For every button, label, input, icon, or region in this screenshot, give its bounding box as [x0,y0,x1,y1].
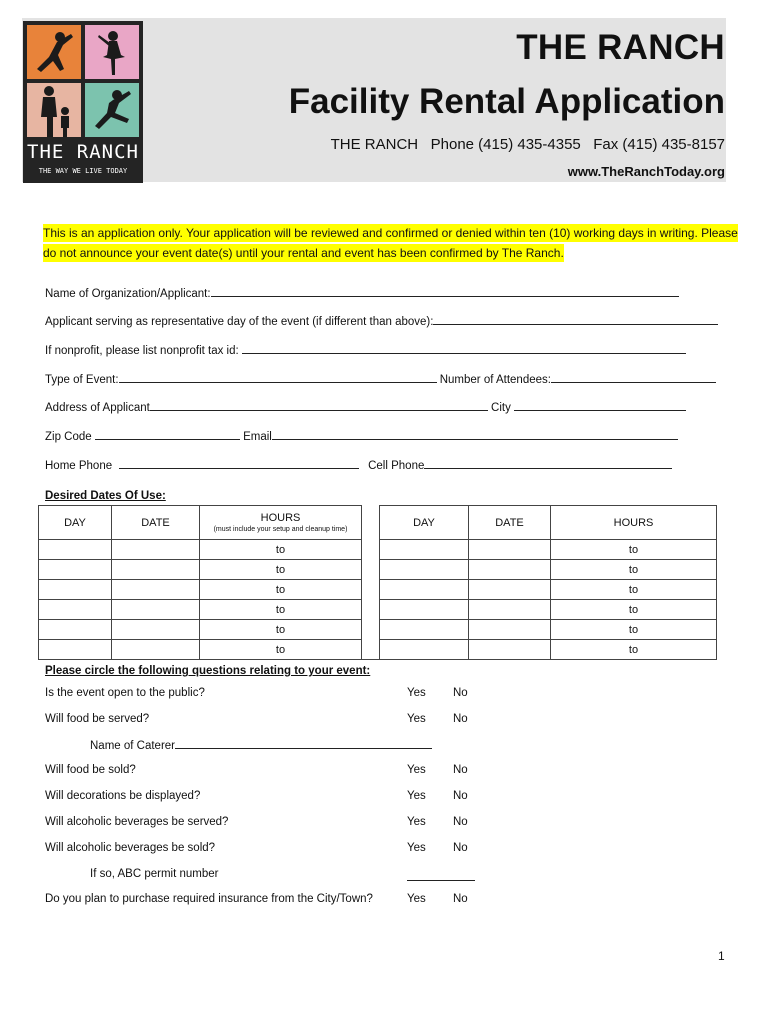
day-cell[interactable] [39,620,112,640]
abc-permit-input[interactable] [407,868,475,881]
date-cell[interactable] [112,600,200,620]
date-cell[interactable] [469,640,551,660]
logo-tile-peach [27,83,81,137]
day-cell[interactable] [39,640,112,660]
day-cell[interactable] [39,540,112,560]
attendees-input[interactable] [551,372,716,383]
logo-name: THE RANCH [27,141,139,163]
day-cell[interactable] [380,640,469,660]
hours-cell[interactable]: to [200,640,362,660]
phone-field [45,458,672,472]
email-label: Email [243,431,272,443]
no-option[interactable]: No [453,893,468,905]
date-cell[interactable] [112,560,200,580]
col-hours-2: HOURS [551,506,717,540]
page-title: THE RANCH [516,28,725,67]
yes-option[interactable]: Yes [407,687,426,699]
zip-input[interactable] [95,429,240,440]
city-label: City [491,402,511,414]
logo-tile-pink [85,25,139,79]
date-cell[interactable] [469,620,551,640]
table-gap [362,620,380,640]
caterer-field [90,738,432,752]
tennis-player-icon [27,25,81,79]
questions-label: Please circle the following questions relating to your event: [45,665,371,677]
organization-label: Name of Organization/Applicant: [45,288,211,300]
desired-dates-label: Desired Dates Of Use: [45,490,166,502]
date-cell[interactable] [469,580,551,600]
address-input[interactable] [150,400,488,411]
address-label: Address of Applicant [45,402,150,414]
no-option[interactable]: No [453,764,468,776]
no-option[interactable]: No [453,842,468,854]
zip-email-field [45,429,678,443]
question-open-public: Is the event open to the public? [45,687,205,699]
yes-option[interactable]: Yes [407,842,426,854]
hours-cell[interactable]: to [551,580,717,600]
day-cell[interactable] [380,620,469,640]
city-input[interactable] [514,400,686,411]
table-row [39,600,717,620]
table-gap [362,640,380,660]
col-date-2: DATE [469,506,551,540]
cell-phone-input[interactable] [424,458,672,469]
hours-cell[interactable]: to [200,560,362,580]
day-cell[interactable] [380,560,469,580]
date-cell[interactable] [469,540,551,560]
question-decorations: Will decorations be displayed? [45,790,201,802]
date-cell[interactable] [112,640,200,660]
table-gap [362,560,380,580]
abc-permit-label: If so, ABC permit number [90,868,219,880]
table-row [39,640,717,660]
day-cell[interactable] [380,580,469,600]
hours-cell[interactable]: to [200,580,362,600]
hours-note: (must include your setup and cleanup time) [213,526,348,533]
organization-input[interactable] [211,286,679,297]
table-gap [362,506,380,540]
table-row [39,560,717,580]
col-hours [200,506,362,540]
home-phone-label: Home Phone [45,460,113,472]
yes-option[interactable]: Yes [407,816,426,828]
logo-tile-orange [27,25,81,79]
hours-cell[interactable]: to [551,640,717,660]
dancer-icon [85,25,139,79]
logo-tagline: THE WAY WE LIVE TODAY [38,167,128,175]
event-type-field [45,372,716,386]
table-gap [362,540,380,560]
question-alcohol-served: Will alcoholic beverages be served? [45,816,229,828]
nonprofit-input[interactable] [242,343,686,354]
hours-cell[interactable]: to [200,600,362,620]
no-option[interactable]: No [453,790,468,802]
event-type-input[interactable] [119,372,437,383]
col-hours-label: HOURS [260,512,301,524]
date-cell[interactable] [469,560,551,580]
hours-cell[interactable]: to [551,560,717,580]
day-cell[interactable] [380,540,469,560]
yes-option[interactable]: Yes [407,764,426,776]
hours-cell[interactable]: to [551,600,717,620]
zip-label: Zip Code [45,431,92,443]
table-header-row [39,506,717,540]
nonprofit-field [45,343,686,357]
day-cell[interactable] [39,560,112,580]
table-gap [362,600,380,620]
representative-input[interactable] [433,314,718,325]
no-option[interactable]: No [453,816,468,828]
event-type-label: Type of Event: [45,374,119,386]
page-subtitle: Facility Rental Application [288,82,725,121]
page-number: 1 [718,949,725,963]
question-food-served: Will food be served? [45,713,150,725]
date-cell[interactable] [112,540,200,560]
question-alcohol-sold: Will alcoholic beverages be sold? [45,842,216,854]
jumper-icon [85,83,139,137]
home-phone-input[interactable] [119,458,359,469]
yes-option[interactable]: Yes [407,893,426,905]
notice-line-1: This is an application only. Your application will be reviewed and confirmed or denied within ten (10) working days in writing. Please [43,226,738,240]
yes-option[interactable]: Yes [407,713,426,725]
family-icon [27,83,81,137]
question-insurance: Do you plan to purchase required insurance from the City/Town? [45,893,373,905]
email-input[interactable] [272,429,678,440]
caterer-label: Name of Caterer [90,740,176,752]
ranch-logo [23,21,143,183]
representative-field [45,314,718,328]
organization-field [45,286,679,300]
caterer-input[interactable] [175,738,432,749]
address-field [45,400,686,414]
contact-info: THE RANCH Phone (415) 435-4355 Fax (415) 435-8157 [330,136,725,153]
cell-phone-label: Cell Phone [368,460,425,472]
no-option[interactable]: No [453,713,468,725]
attendees-label: Number of Attendees: [439,374,551,386]
yes-option[interactable]: Yes [407,790,426,802]
table-row [39,540,717,560]
notice-line-2: do not announce your event date(s) until your rental and event has been confirmed by The Ranch. [43,246,564,260]
table-gap [362,580,380,600]
day-cell[interactable] [39,580,112,600]
logo-tile-teal [85,83,139,137]
hours-cell[interactable]: to [200,540,362,560]
date-cell[interactable] [469,600,551,620]
no-option[interactable]: No [453,687,468,699]
nonprofit-label: If nonprofit, please list nonprofit tax id: [45,345,239,357]
col-day-2: DAY [380,506,469,540]
dates-table [38,505,717,660]
hours-cell[interactable]: to [551,540,717,560]
col-day: DAY [39,506,112,540]
date-cell[interactable] [112,620,200,640]
table-row [39,620,717,640]
representative-label: Applicant serving as representative day of the event (if different than above): [45,316,434,328]
col-date: DATE [112,506,200,540]
website-link[interactable]: www.TheRanchToday.org [567,164,725,179]
hours-cell[interactable]: to [551,620,717,640]
hours-cell[interactable]: to [200,620,362,640]
question-food-sold: Will food be sold? [45,764,136,776]
table-row [39,580,717,600]
date-cell[interactable] [112,580,200,600]
day-cell[interactable] [39,600,112,620]
day-cell[interactable] [380,600,469,620]
